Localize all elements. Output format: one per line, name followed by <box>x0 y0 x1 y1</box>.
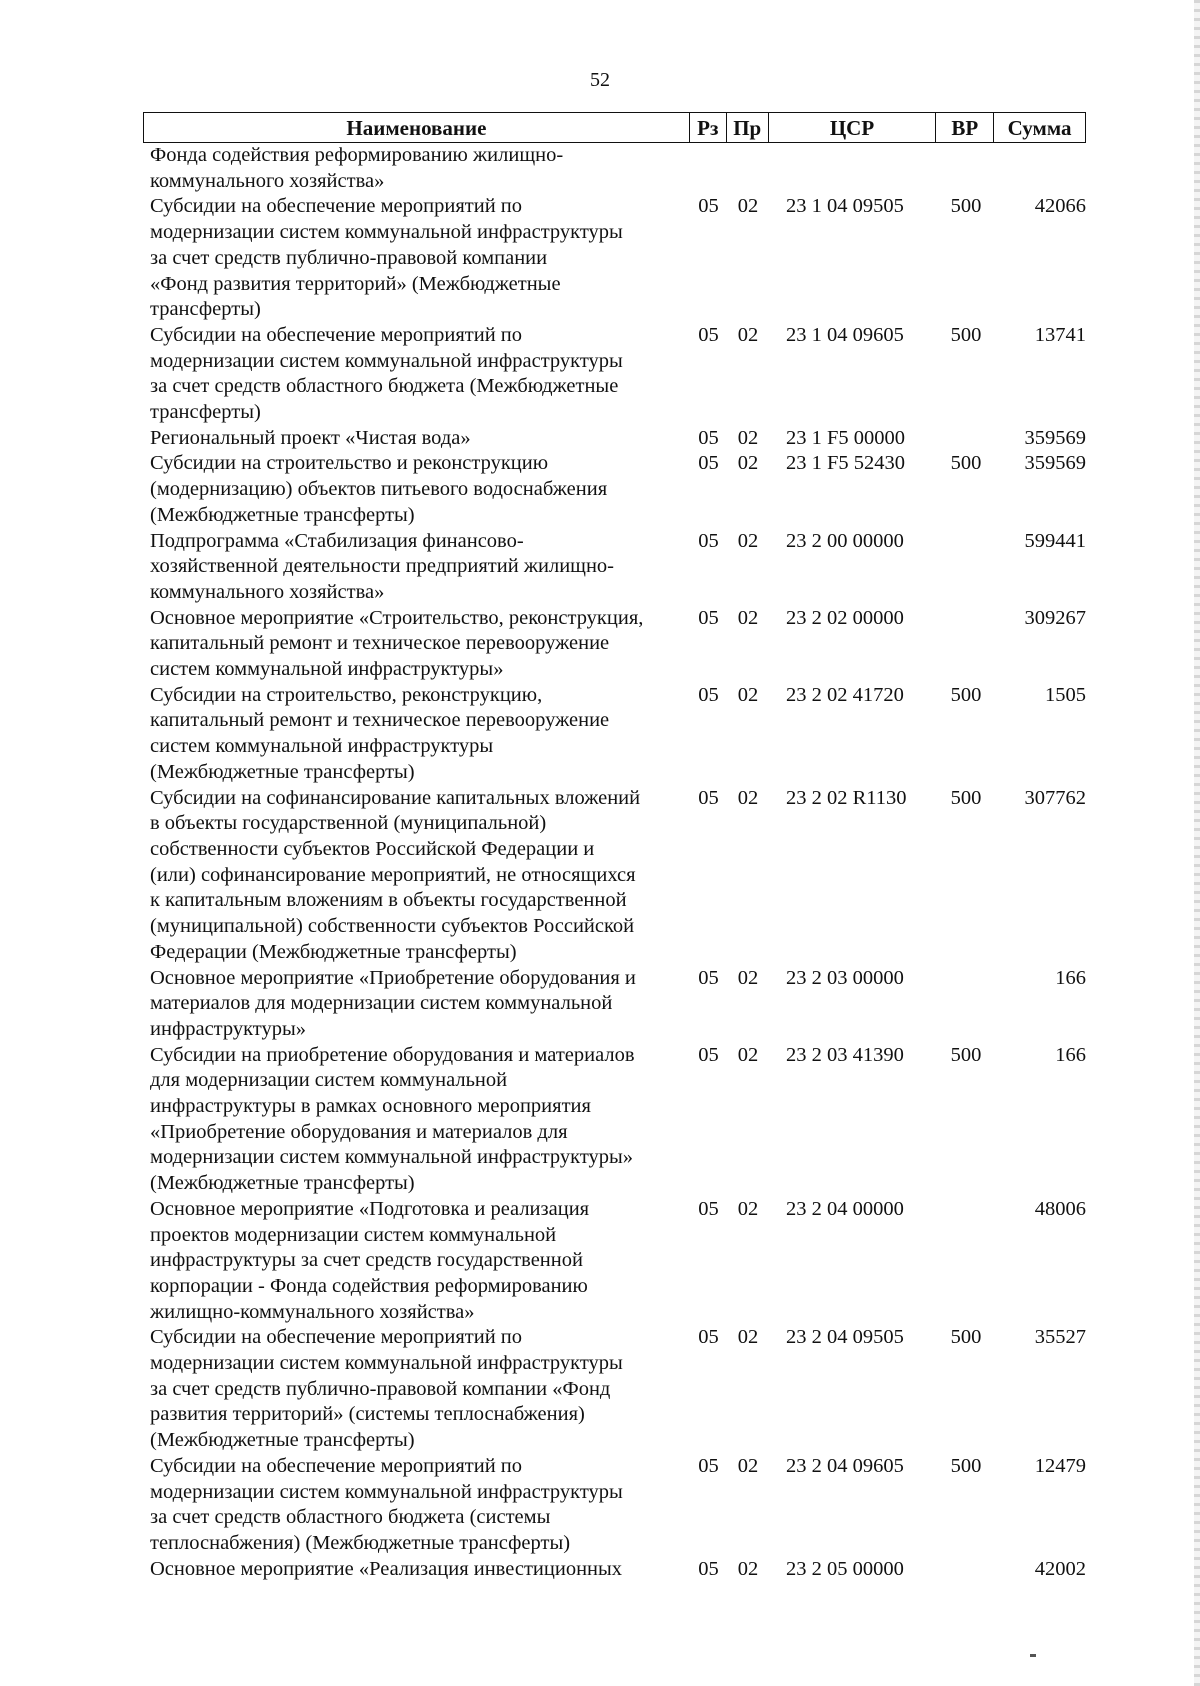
budget-table <box>143 112 1086 1582</box>
table-row <box>143 143 1086 194</box>
row-csr: 23 2 00 00000 <box>786 529 904 552</box>
row-name-line: Субсидии на обеспечение мероприятий по <box>150 323 523 346</box>
row-sum: 309267 <box>1024 606 1086 629</box>
row-name-line: модернизации систем коммунальной инфраструктуры <box>150 1352 623 1375</box>
row-name-line: капитальный ремонт и техническое перевооружение <box>150 632 610 655</box>
row-sum: 166 <box>1055 966 1086 989</box>
row-csr: 23 2 04 09505 <box>786 1326 904 1349</box>
row-name <box>143 1454 690 1557</box>
header-vr: ВР <box>936 113 994 142</box>
row-pr: 02 <box>737 966 759 989</box>
row-name-line: (Межбюджетные трансферты) <box>150 760 415 783</box>
row-vr: 500 <box>950 452 982 475</box>
row-name-line: трансферты) <box>150 401 261 424</box>
table-header <box>143 112 1086 143</box>
row-sum: 307762 <box>1024 786 1086 809</box>
row-name-line: коммунального хозяйства» <box>150 580 385 603</box>
row-name-line: трансферты) <box>150 298 261 321</box>
row-pr: 02 <box>737 323 759 346</box>
row-name-line: корпорации - Фонда содействия реформированию <box>150 1274 588 1297</box>
row-name-line: модернизации систем коммунальной инфраструктуры <box>150 349 623 372</box>
row-sum: 42066 <box>1034 195 1086 218</box>
row-vr: 500 <box>950 323 982 346</box>
row-csr: 23 2 02 R1130 <box>786 786 907 809</box>
row-vr: 500 <box>950 786 982 809</box>
row-name-line: Подпрограмма «Стабилизация финансово- <box>150 529 524 552</box>
row-name-line: (или) софинансирование мероприятий, не относящихся <box>150 863 636 886</box>
row-pr: 02 <box>737 786 759 809</box>
row-pr: 02 <box>737 1043 759 1066</box>
row-name-line: модернизации систем коммунальной инфраструктуры» <box>150 1146 634 1169</box>
row-sum: 13741 <box>1034 323 1086 346</box>
row-rz: 05 <box>698 426 719 449</box>
header-name: Наименование <box>144 113 690 142</box>
row-name-line: Федерации (Межбюджетные трансферты) <box>150 940 517 963</box>
row-sum: 1505 <box>1045 683 1086 706</box>
table-row <box>143 1197 1086 1326</box>
row-csr: 23 1 F5 52430 <box>786 452 906 475</box>
table-row <box>143 426 1086 452</box>
row-name-line: за счет средств областного бюджета (системы <box>150 1506 551 1529</box>
row-sum: 166 <box>1055 1043 1086 1066</box>
row-name-line: за счет средств областного бюджета (Межбюджетные <box>150 375 619 398</box>
row-name <box>143 194 690 323</box>
row-rz: 05 <box>698 786 719 809</box>
row-name-line: инфраструктуры» <box>150 1017 307 1040</box>
row-name-line: жилищно-коммунального хозяйства» <box>150 1300 475 1323</box>
row-name <box>143 143 690 194</box>
row-csr: 23 2 03 41390 <box>786 1043 904 1066</box>
row-name-line: Региональный проект «Чистая вода» <box>150 426 471 449</box>
row-rz: 05 <box>698 529 719 552</box>
row-csr: 23 2 04 09605 <box>786 1454 904 1477</box>
row-csr: 23 2 02 00000 <box>786 606 904 629</box>
row-csr: 23 2 05 00000 <box>786 1557 904 1580</box>
row-csr: 23 2 02 41720 <box>786 683 904 706</box>
table-row <box>143 966 1086 1043</box>
row-sum: 35527 <box>1034 1326 1086 1349</box>
row-vr: 500 <box>950 1454 982 1477</box>
row-name <box>143 683 690 786</box>
table-row <box>143 1454 1086 1557</box>
table-row <box>143 323 1086 426</box>
row-csr: 23 1 F5 00000 <box>786 426 906 449</box>
row-pr: 02 <box>737 683 759 706</box>
row-rz: 05 <box>698 1197 719 1220</box>
row-name-line: систем коммунальной инфраструктуры» <box>150 658 504 681</box>
scan-mark <box>1030 1654 1036 1657</box>
page-number: 52 <box>590 69 610 91</box>
row-rz: 05 <box>698 966 719 989</box>
row-rz: 05 <box>698 683 719 706</box>
row-name-line: для модернизации систем коммунальной <box>150 1069 508 1092</box>
row-name-line: Субсидии на строительство, реконструкцию, <box>150 683 543 706</box>
row-name-line: за счет средств публично-правовой компании «Фонд <box>150 1377 611 1400</box>
row-name-line: Основное мероприятие «Подготовка и реализация <box>150 1197 590 1220</box>
row-name-line: систем коммунальной инфраструктуры <box>150 735 494 758</box>
row-pr: 02 <box>737 1454 759 1477</box>
row-vr: 500 <box>950 1043 982 1066</box>
row-sum: 42002 <box>1034 1557 1086 1580</box>
row-name-line: хозяйственной деятельности предприятий жилищно- <box>150 555 614 578</box>
row-rz: 05 <box>698 1454 719 1477</box>
row-name-line: (Межбюджетные трансферты) <box>150 503 415 526</box>
row-name-line: собственности субъектов Российской Федерации и <box>150 837 595 860</box>
row-name <box>143 1197 690 1326</box>
table-row <box>143 606 1086 683</box>
header-pr: Пр <box>727 113 769 142</box>
row-rz: 05 <box>698 606 719 629</box>
row-rz: 05 <box>698 1557 719 1580</box>
table-row <box>143 1043 1086 1197</box>
row-csr: 23 2 04 00000 <box>786 1197 904 1220</box>
table-row <box>143 451 1086 528</box>
header-csr: ЦСР <box>769 113 937 142</box>
row-name-line: модернизации систем коммунальной инфраструктуры <box>150 221 623 244</box>
row-vr: 500 <box>950 683 982 706</box>
row-name-line: коммунального хозяйства» <box>150 169 385 192</box>
row-name-line: «Приобретение оборудования и материалов для <box>150 1120 568 1143</box>
row-name-line: Субсидии на строительство и реконструкцию <box>150 452 549 475</box>
row-sum: 359569 <box>1024 426 1086 449</box>
row-pr: 02 <box>737 606 759 629</box>
row-name-line: Субсидии на обеспечение мероприятий по <box>150 195 523 218</box>
table-row <box>143 1325 1086 1454</box>
row-name-line: Субсидии на приобретение оборудования и материалов <box>150 1043 635 1066</box>
row-name <box>143 426 690 452</box>
row-pr: 02 <box>737 426 759 449</box>
row-csr: 23 1 04 09505 <box>786 195 904 218</box>
row-sum: 359569 <box>1024 452 1086 475</box>
table-row <box>143 529 1086 606</box>
table-row <box>143 194 1086 323</box>
row-pr: 02 <box>737 1326 759 1349</box>
row-rz: 05 <box>698 323 719 346</box>
row-name-line: развития территорий» (системы теплоснабжения) <box>150 1403 585 1426</box>
row-name <box>143 966 690 1043</box>
row-name-line: Основное мероприятие «Приобретение оборудования и <box>150 966 636 989</box>
row-pr: 02 <box>737 1197 759 1220</box>
row-name-line: модернизации систем коммунальной инфраструктуры <box>150 1480 623 1503</box>
table-row <box>143 786 1086 966</box>
row-name <box>143 529 690 606</box>
row-name-line: инфраструктуры за счет средств государственной <box>150 1249 583 1272</box>
row-sum: 48006 <box>1034 1197 1086 1220</box>
header-rz: Рз <box>690 113 727 142</box>
row-name-line: (муниципальной) собственности субъектов Российской <box>150 915 635 938</box>
scan-edge <box>1194 0 1200 1686</box>
row-name <box>143 606 690 683</box>
row-csr: 23 1 04 09605 <box>786 323 904 346</box>
row-name <box>143 1557 690 1583</box>
table-row <box>143 683 1086 786</box>
row-name <box>143 1043 690 1197</box>
row-vr: 500 <box>950 1326 982 1349</box>
row-name-line: (Межбюджетные трансферты) <box>150 1172 415 1195</box>
row-name <box>143 451 690 528</box>
row-pr: 02 <box>737 195 759 218</box>
row-name <box>143 1325 690 1454</box>
row-name-line: (модернизацию) объектов питьевого водоснабжения <box>150 478 608 501</box>
row-sum: 12479 <box>1034 1454 1086 1477</box>
row-name-line: капитальный ремонт и техническое перевооружение <box>150 709 610 732</box>
header-sum: Сумма <box>1007 116 1072 140</box>
row-name-line: Основное мероприятие «Реализация инвестиционных <box>150 1557 623 1580</box>
row-name-line: к капитальным вложениям в объекты государственной <box>150 889 627 912</box>
table-body <box>143 143 1086 1582</box>
row-csr: 23 2 03 00000 <box>786 966 904 989</box>
row-pr: 02 <box>737 452 759 475</box>
row-rz: 05 <box>698 195 719 218</box>
row-name-line: в объекты государственной (муниципальной) <box>150 812 547 835</box>
row-sum: 599441 <box>1024 529 1086 552</box>
row-name <box>143 786 690 966</box>
row-vr: 500 <box>950 195 982 218</box>
row-pr: 02 <box>737 529 759 552</box>
row-name-line: Субсидии на обеспечение мероприятий по <box>150 1326 523 1349</box>
row-name-line: Субсидии на софинансирование капитальных вложений <box>150 786 641 809</box>
row-name-line: проектов модернизации систем коммунальной <box>150 1223 557 1246</box>
row-name-line: Основное мероприятие «Строительство, реконструкция, <box>150 606 644 629</box>
row-name-line: теплоснабжения) (Межбюджетные трансферты) <box>150 1531 571 1554</box>
row-name-line: Фонда содействия реформированию жилищно- <box>150 144 564 166</box>
row-name <box>143 323 690 426</box>
row-name-line: (Межбюджетные трансферты) <box>150 1429 415 1452</box>
row-pr: 02 <box>737 1557 759 1580</box>
row-name-line: Субсидии на обеспечение мероприятий по <box>150 1454 523 1477</box>
row-rz: 05 <box>698 452 719 475</box>
row-name-line: «Фонд развития территорий» (Межбюджетные <box>150 272 561 295</box>
row-rz: 05 <box>698 1043 719 1066</box>
row-name-line: инфраструктуры в рамках основного мероприятия <box>150 1095 591 1118</box>
row-rz: 05 <box>698 1326 719 1349</box>
row-name-line: материалов для модернизации систем коммунальной <box>150 992 613 1015</box>
table-row <box>143 1557 1086 1583</box>
row-name-line: за счет средств публично-правовой компании <box>150 246 548 269</box>
